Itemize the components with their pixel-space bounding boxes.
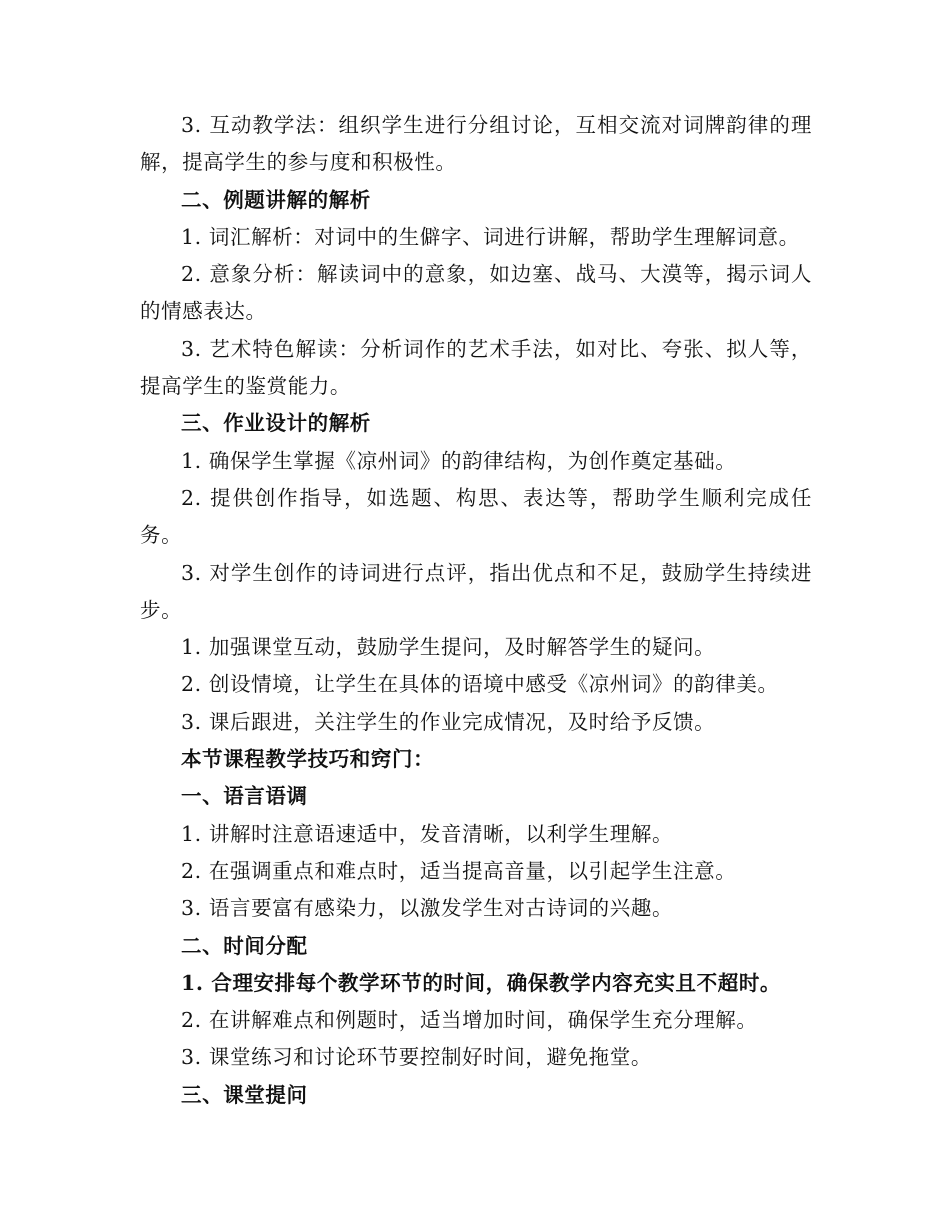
paragraph-vocabulary-analysis: 1. 词汇解析：对词中的生僻字、词进行讲解，帮助学生理解词意。 bbox=[181, 224, 800, 249]
heading-time-allocation: 二、时间分配 bbox=[181, 933, 308, 958]
paragraph-time-1: 1. 合理安排每个教学环节的时间，确保教学内容充实且不超时。 bbox=[181, 970, 782, 995]
heading-language-tone: 一、语言语调 bbox=[181, 784, 308, 809]
paragraph-suggestion-2: 2. 创设情境，让学生在具体的语境中感受《凉州词》的韵律美。 bbox=[181, 672, 779, 697]
paragraph-artistic-features: 3. 艺术特色解读：分析词作的艺术手法，如对比、夸张、拟人等，提高学生的鉴赏能力。 bbox=[140, 336, 812, 399]
paragraph-homework-3: 3. 对学生创作的诗词进行点评，指出优点和不足，鼓励学生持续进步。 bbox=[140, 560, 812, 622]
paragraph-suggestion-1: 1. 加强课堂互动，鼓励学生提问，及时解答学生的疑问。 bbox=[181, 635, 716, 660]
paragraph-interactive-method: 3. 互动教学法：组织学生进行分组讨论，互相交流对词牌韵律的理解，提高学生的参与度和积极性。 bbox=[140, 113, 812, 175]
paragraph-homework-1: 1. 确保学生掌握《凉州词》的韵律结构，为创作奠定基础。 bbox=[181, 448, 737, 473]
document-body bbox=[140, 107, 812, 1114]
heading-homework-design: 三、作业设计的解析 bbox=[181, 411, 371, 436]
paragraph-suggestion-3: 3. 课后跟进，关注学生的作业完成情况，及时给予反馈。 bbox=[181, 709, 716, 734]
heading-example-analysis: 二、例题讲解的解析 bbox=[181, 187, 371, 212]
heading-teaching-tips: 本节课程教学技巧和窍门： bbox=[181, 747, 435, 772]
paragraph-language-3: 3. 语言要富有感染力，以激发学生对古诗词的兴趣。 bbox=[181, 896, 674, 921]
paragraph-homework-2: 2. 提供创作指导，如选题、构思、表达等，帮助学生顺利完成任务。 bbox=[140, 485, 812, 548]
heading-classroom-questions: 三、课堂提问 bbox=[181, 1082, 308, 1107]
paragraph-time-3: 3. 课堂练习和讨论环节要控制好时间，避免拖堂。 bbox=[181, 1045, 652, 1070]
paragraph-language-2: 2. 在强调重点和难点时，适当提高音量，以引起学生注意。 bbox=[181, 858, 737, 883]
paragraph-imagery-analysis: 2. 意象分析：解读词中的意象，如边塞、战马、大漠等，揭示词人的情感表达。 bbox=[140, 262, 812, 324]
paragraph-language-1: 1. 讲解时注意语速适中，发音清晰，以利学生理解。 bbox=[181, 821, 674, 846]
paragraph-time-2: 2. 在讲解难点和例题时，适当增加时间，确保学生充分理解。 bbox=[181, 1008, 758, 1033]
